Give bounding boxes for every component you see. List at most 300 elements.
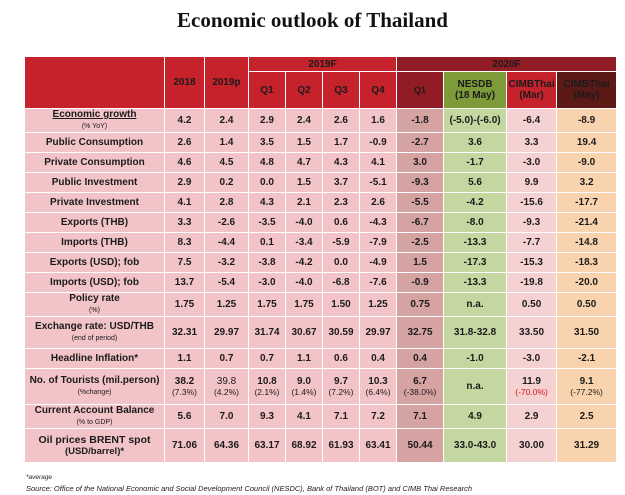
cell-value: 2.1	[297, 197, 311, 208]
cell-value: 2.9	[524, 411, 539, 422]
table-cell	[249, 233, 286, 253]
table-cell	[397, 369, 444, 405]
table-row	[25, 349, 617, 369]
cell-value: -21.4	[575, 217, 598, 228]
cell-value: 5.6	[468, 177, 482, 188]
cell-value: -18.3	[575, 257, 598, 268]
table-cell	[323, 349, 360, 369]
cell-value: 39.8	[216, 375, 237, 387]
cell-value: -1.8	[411, 115, 429, 126]
table-cell	[360, 349, 397, 369]
cell-value: 50.44	[407, 440, 433, 451]
table-cell	[444, 429, 507, 463]
table-cell	[323, 273, 360, 293]
table-cell	[165, 213, 205, 233]
table-cell	[323, 405, 360, 429]
nesdb-date: (18 May)	[455, 90, 496, 101]
cell-value: 32.75	[407, 327, 433, 338]
cell-value: 0.0	[334, 257, 348, 268]
cell-value: 1.5	[297, 137, 311, 148]
table-cell	[205, 405, 249, 429]
table-cell	[444, 213, 507, 233]
table-cell	[323, 253, 360, 273]
cell-value: 0.50	[576, 299, 597, 310]
cell-value: 1.4	[219, 137, 234, 148]
table-cell	[249, 405, 286, 429]
col-header-cimb-may	[557, 72, 617, 109]
row-label-text: Policy rate	[69, 293, 120, 304]
row-label-text: Headline Inflation*	[50, 353, 139, 364]
cell-value: 68.92	[291, 440, 317, 451]
cell-value: 4.1	[371, 157, 385, 168]
cell-value: 5.6	[177, 411, 192, 422]
cell-value: -4.0	[295, 217, 313, 228]
cell-value: 7.1	[334, 411, 348, 422]
table-cell	[507, 317, 557, 349]
cell-value: -7.6	[369, 277, 387, 288]
row-label-text: Imports (THB)	[61, 237, 128, 248]
row-label-text: Oil prices BRENT spot	[38, 433, 151, 446]
cell-value: -2.5	[411, 237, 429, 248]
table-cell	[205, 109, 249, 133]
table-cell	[557, 133, 617, 153]
table-cell	[397, 293, 444, 317]
cell-value: 1.6	[371, 115, 385, 126]
table-cell	[323, 153, 360, 173]
table-cell	[360, 369, 397, 405]
cell-value: -4.2	[466, 197, 484, 208]
table-cell	[557, 233, 617, 253]
cell-value: -4.3	[369, 217, 387, 228]
row-label	[25, 253, 165, 273]
table-cell	[397, 153, 444, 173]
table-cell	[165, 273, 205, 293]
table-cell	[444, 293, 507, 317]
table-cell	[205, 317, 249, 349]
cell-value: -15.6	[520, 197, 543, 208]
cell-value: -4.4	[217, 237, 236, 248]
table-cell	[397, 213, 444, 233]
cell-value: 6.7	[413, 375, 427, 387]
table-cell	[286, 317, 323, 349]
table-cell	[286, 349, 323, 369]
table-row	[25, 109, 617, 133]
table-cell	[286, 193, 323, 213]
table-cell	[444, 133, 507, 153]
table-cell	[397, 253, 444, 273]
row-label-text: Economic growth	[52, 109, 137, 120]
cell-value: 3.3	[524, 137, 539, 148]
cell-value: 10.3	[368, 375, 388, 387]
cell-value: n.a.	[466, 381, 484, 392]
table-cell	[249, 153, 286, 173]
cell-value: 2.8	[219, 197, 234, 208]
cell-value: -3.0	[258, 277, 276, 288]
row-label	[25, 405, 165, 429]
cell-value: 2.3	[334, 197, 348, 208]
cimb-may-date: (May)	[573, 90, 600, 101]
cell-value: 4.6	[177, 157, 192, 168]
table-cell	[360, 233, 397, 253]
cell-value: -15.3	[520, 257, 543, 268]
table-cell	[165, 429, 205, 463]
cell-value: 30.59	[328, 327, 354, 338]
table-cell	[249, 349, 286, 369]
cell-subvalue: (2.1%)	[254, 386, 280, 397]
cell-value: 0.7	[260, 353, 274, 364]
table-cell	[165, 293, 205, 317]
table-cell	[557, 369, 617, 405]
cell-value: 29.97	[365, 327, 391, 338]
table-cell	[249, 109, 286, 133]
table-cell	[286, 293, 323, 317]
table-cell	[397, 349, 444, 369]
cell-value: 4.5	[219, 157, 234, 168]
corner-header-cell	[25, 57, 165, 109]
row-label	[25, 293, 165, 317]
cell-subvalue: (7.3%)	[171, 386, 198, 397]
table-cell	[444, 369, 507, 405]
cell-value: 33.50	[519, 327, 545, 338]
table-cell	[286, 133, 323, 153]
table-cell	[507, 213, 557, 233]
table-cell	[507, 369, 557, 405]
cell-value: -3.5	[258, 217, 276, 228]
nesdb-label: NESDB	[457, 79, 493, 90]
col-header-cimb-mar	[507, 72, 557, 109]
cell-value: -6.8	[332, 277, 350, 288]
table-row	[25, 317, 617, 349]
row-label-text: Public Investment	[51, 177, 138, 188]
table-cell	[507, 233, 557, 253]
cell-value: -4.2	[295, 257, 313, 268]
table-cell	[165, 153, 205, 173]
cell-value: -2.7	[411, 137, 429, 148]
table-cell	[165, 193, 205, 213]
cell-value: 0.4	[413, 353, 427, 364]
table-cell	[360, 109, 397, 133]
group-header-2019f: 2019F	[249, 57, 397, 72]
table-cell	[286, 153, 323, 173]
row-label	[25, 317, 165, 349]
col-header-2020-q1: Q1	[397, 72, 444, 109]
table-cell	[507, 109, 557, 133]
cell-value: 4.1	[177, 197, 192, 208]
cell-value: 0.50	[521, 299, 542, 310]
table-row	[25, 405, 617, 429]
table-cell	[205, 369, 249, 405]
cell-value: -6.7	[411, 217, 429, 228]
table-cell	[360, 173, 397, 193]
cell-value: 4.3	[260, 197, 274, 208]
cell-value: 3.0	[413, 157, 427, 168]
table-cell	[323, 317, 360, 349]
table-cell	[557, 193, 617, 213]
cell-value: 2.5	[579, 411, 594, 422]
col-header-2019-q3: Q3	[323, 72, 360, 109]
cell-value: 61.93	[328, 440, 354, 451]
table-cell	[249, 253, 286, 273]
cell-value: 29.97	[213, 327, 240, 338]
table-cell	[507, 173, 557, 193]
table-cell	[165, 317, 205, 349]
table-cell	[397, 133, 444, 153]
table-cell	[397, 429, 444, 463]
row-label-text: Exchange rate: USD/THB	[35, 321, 154, 332]
footnote: *average	[26, 474, 53, 481]
cell-value: -3.0	[522, 157, 541, 168]
table-cell	[205, 253, 249, 273]
table-cell	[360, 253, 397, 273]
table-cell	[360, 193, 397, 213]
table-cell	[165, 405, 205, 429]
table-row	[25, 369, 617, 405]
table-row	[25, 429, 617, 463]
cell-value: 0.6	[334, 217, 348, 228]
cell-subvalue: (-77.2%)	[570, 386, 603, 397]
table-cell	[557, 429, 617, 463]
table-cell	[323, 109, 360, 133]
cell-subvalue: (7.2%)	[328, 386, 354, 397]
table-cell	[205, 193, 249, 213]
cell-value: -6.4	[522, 115, 541, 126]
cell-value: 3.5	[260, 137, 274, 148]
cell-value: 33.0-43.0	[453, 440, 497, 451]
cell-value: 7.1	[413, 411, 427, 422]
col-header-2019-q4: Q4	[360, 72, 397, 109]
table-cell	[165, 133, 205, 153]
cell-value: -7.7	[522, 237, 541, 248]
cell-value: 1.7	[334, 137, 348, 148]
cell-value: 32.31	[171, 327, 198, 338]
table-cell	[323, 429, 360, 463]
cell-value: 63.17	[254, 440, 280, 451]
row-label	[25, 369, 165, 405]
row-unit-text: (%)	[89, 307, 100, 314]
cell-value: 1.25	[368, 299, 388, 310]
table-cell	[323, 233, 360, 253]
cimb-mar-date: (Mar)	[519, 90, 544, 101]
table-cell	[165, 349, 205, 369]
row-label	[25, 233, 165, 253]
table-cell	[444, 193, 507, 213]
table-cell	[360, 133, 397, 153]
table-row	[25, 273, 617, 293]
cell-value: 0.75	[410, 299, 430, 310]
cell-value: 38.2	[174, 375, 195, 387]
cell-value: 2.6	[177, 137, 192, 148]
table-cell	[286, 369, 323, 405]
cell-value: -3.0	[522, 353, 541, 364]
table-cell	[557, 213, 617, 233]
cell-value: 9.0	[297, 375, 311, 387]
table-cell	[444, 109, 507, 133]
col-header-2018: 2018	[165, 57, 205, 109]
table-cell	[444, 273, 507, 293]
table-cell	[249, 317, 286, 349]
table-cell	[286, 429, 323, 463]
table-cell	[205, 293, 249, 317]
row-label	[25, 193, 165, 213]
group-header-2020f: 2020F	[397, 57, 617, 72]
cell-value: -5.9	[332, 237, 350, 248]
cell-value: -4.9	[369, 257, 387, 268]
table-cell	[397, 109, 444, 133]
cell-value: 10.8	[257, 375, 277, 387]
cell-value: 1.25	[216, 299, 237, 310]
row-label	[25, 349, 165, 369]
cell-value: 8.3	[177, 237, 192, 248]
table-cell	[165, 253, 205, 273]
cell-value: -3.4	[295, 237, 313, 248]
cell-value: 2.4	[297, 115, 311, 126]
cell-value: -5.1	[369, 177, 387, 188]
table-row	[25, 193, 617, 213]
col-header-2019-q1: Q1	[249, 72, 286, 109]
table-cell	[360, 429, 397, 463]
table-body	[25, 109, 617, 463]
cell-value: -5.5	[411, 197, 429, 208]
cell-subvalue: (4.2%)	[213, 386, 240, 397]
table-cell	[557, 317, 617, 349]
row-unit-text: (%change)	[77, 389, 112, 396]
row-unit-text: (% YoY)	[81, 123, 108, 130]
cell-value: 3.6	[468, 137, 482, 148]
row-label-text: Private Consumption	[44, 157, 145, 168]
table-cell	[507, 193, 557, 213]
table-cell	[444, 153, 507, 173]
table-cell	[444, 349, 507, 369]
col-header-2019-q2: Q2	[286, 72, 323, 109]
table-cell	[360, 293, 397, 317]
table-cell	[444, 253, 507, 273]
cell-value: 31.50	[574, 327, 600, 338]
cell-value: -9.3	[522, 217, 541, 228]
cell-value: 4.1	[297, 411, 311, 422]
table-cell	[557, 253, 617, 273]
cell-value: 0.7	[219, 353, 234, 364]
table-cell	[249, 273, 286, 293]
table-cell	[444, 233, 507, 253]
cell-value: 31.74	[254, 327, 280, 338]
table-cell	[323, 213, 360, 233]
table-cell	[360, 317, 397, 349]
col-header-nesdb	[444, 72, 507, 109]
table-cell	[286, 253, 323, 273]
cell-value: -2.1	[577, 353, 596, 364]
table-cell	[444, 317, 507, 349]
table-cell	[557, 273, 617, 293]
table-cell	[557, 349, 617, 369]
table-cell	[165, 369, 205, 405]
table-cell	[557, 153, 617, 173]
row-label	[25, 153, 165, 173]
cell-value: 0.1	[260, 237, 274, 248]
table-cell	[397, 317, 444, 349]
cell-value: -9.0	[577, 157, 596, 168]
cell-value: -2.6	[217, 217, 236, 228]
row-label	[25, 213, 165, 233]
table-cell	[205, 173, 249, 193]
table-row	[25, 173, 617, 193]
cell-value: 4.2	[177, 115, 192, 126]
table-cell	[205, 349, 249, 369]
table-cell	[249, 213, 286, 233]
table-cell	[507, 153, 557, 173]
cell-value: 9.3	[260, 411, 274, 422]
cell-value: -20.0	[575, 277, 598, 288]
cell-value: 7.5	[177, 257, 192, 268]
table-cell	[286, 173, 323, 193]
cell-value: -3.8	[258, 257, 276, 268]
page-title: Economic outlook of Thailand	[177, 8, 448, 32]
table-cell	[249, 193, 286, 213]
row-label	[25, 273, 165, 293]
table-cell	[205, 273, 249, 293]
table-cell	[249, 173, 286, 193]
cell-value: -13.3	[463, 237, 487, 248]
cell-value: -8.9	[577, 115, 596, 126]
table-cell	[205, 153, 249, 173]
cell-value: -0.9	[369, 137, 387, 148]
table-cell	[444, 173, 507, 193]
cell-value: 30.00	[519, 440, 545, 451]
table-cell	[286, 109, 323, 133]
table-cell	[360, 405, 397, 429]
cell-value: 7.0	[219, 411, 234, 422]
cell-value: 0.6	[334, 353, 348, 364]
cimb-mar-label: CIMBThai	[508, 79, 555, 90]
table-cell	[205, 233, 249, 253]
economic-outlook-table	[24, 56, 617, 463]
row-label	[25, 133, 165, 153]
table-cell	[205, 133, 249, 153]
table-cell	[444, 405, 507, 429]
cell-value: 1.5	[297, 177, 311, 188]
table-cell	[286, 405, 323, 429]
cell-value: 11.9	[522, 375, 541, 387]
cell-value: 2.6	[371, 197, 385, 208]
table-cell	[286, 233, 323, 253]
table-cell	[249, 369, 286, 405]
cell-value: 4.9	[468, 411, 482, 422]
cell-value: 63.41	[365, 440, 391, 451]
table-cell	[249, 133, 286, 153]
table-row	[25, 253, 617, 273]
row-label	[25, 173, 165, 193]
cell-subvalue: (1.4%)	[291, 386, 317, 397]
cell-value: -3.2	[217, 257, 236, 268]
cell-value: 19.4	[576, 137, 597, 148]
table-cell	[323, 133, 360, 153]
cell-value: 1.75	[257, 299, 277, 310]
table-cell	[397, 233, 444, 253]
table-cell	[557, 293, 617, 317]
row-unit-text: (end of period)	[71, 335, 118, 342]
cell-value: -5.4	[217, 277, 236, 288]
cell-value: 30.67	[291, 327, 317, 338]
table-cell	[249, 293, 286, 317]
table-cell	[165, 233, 205, 253]
cell-value: 1.50	[331, 299, 351, 310]
table-cell	[165, 173, 205, 193]
cell-value: -19.8	[520, 277, 543, 288]
cell-value: 64.36	[213, 440, 240, 451]
table-cell	[249, 429, 286, 463]
cell-value: 1.5	[413, 257, 427, 268]
table-row	[25, 293, 617, 317]
cell-value: n.a.	[466, 299, 484, 310]
